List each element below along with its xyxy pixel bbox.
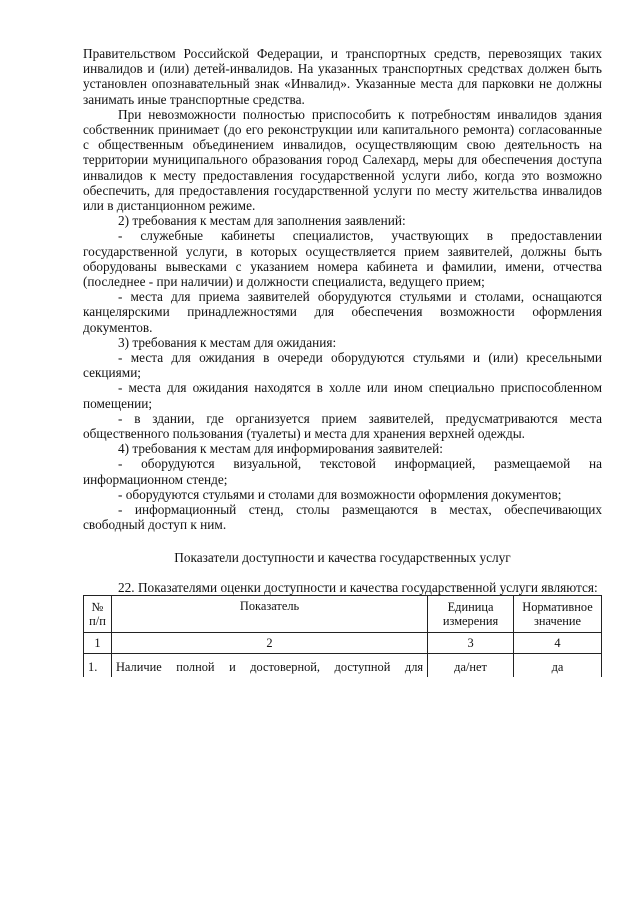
row-indicator: Наличие полной и достоверной, доступной для xyxy=(111,653,427,677)
paragraph: - места для ожидания в очереди оборудуются стульями и (или) кресельными секциями; xyxy=(83,350,602,381)
paragraph: 4) требования к местам для информирования заявителей: xyxy=(118,441,443,457)
document-body xyxy=(83,46,602,533)
header-number: № п/п xyxy=(84,595,112,632)
clause-22 xyxy=(83,580,602,595)
paragraph: Правительством Российской Федерации, и транспортных средств, перевозящих таких инвалидов и (или) детей-инвалидов. На указанных транспортных средствах должен быть установлен опознавательный знак «Инвалид». Указанные места для парковки не должны занимать иные транспортные средства. xyxy=(83,46,602,107)
table-numbering-row xyxy=(84,632,602,653)
paragraph: - места для ожидания находятся в холле или ином специально приспособленном помещении; xyxy=(83,380,602,411)
table-row xyxy=(84,653,602,677)
numbering-cell: 4 xyxy=(514,632,602,653)
numbering-cell: 1 xyxy=(84,632,112,653)
row-unit: да/нет xyxy=(428,653,514,677)
header-unit: Единица измерения xyxy=(428,595,514,632)
row-norm: да xyxy=(514,653,602,677)
paragraph: 2) требования к местам для заполнения заявлений: xyxy=(118,213,406,229)
paragraph: - информационный стенд, столы размещаются в местах, обеспечивающих свободный доступ к ним. xyxy=(83,502,602,533)
numbering-cell: 3 xyxy=(428,632,514,653)
paragraph: - оборудуются стульями и столами для возможности оформления документов; xyxy=(118,486,562,502)
section-title: Показатели доступности и качества государственных услуг xyxy=(174,549,511,565)
table-header-row xyxy=(84,595,602,632)
clause-22-text: 22. Показателями оценки доступности и качества государственной услуги являются: xyxy=(118,579,598,595)
paragraph: - места для приема заявителей оборудуются стульями и столами, оснащаются канцелярскими принадлежностями для обеспечения возможности оформления документов. xyxy=(83,289,602,335)
header-norm: Нормативное значение xyxy=(514,595,602,632)
header-indicator: Показатель xyxy=(111,595,427,632)
paragraph: 3) требования к местам для ожидания: xyxy=(118,334,337,350)
numbering-cell: 2 xyxy=(111,632,427,653)
paragraph: - в здании, где организуется прием заявителей, предусматриваются места общественного пользования (туалеты) и места для хранения верхней одежды. xyxy=(83,410,602,442)
row-number: 1. xyxy=(84,653,112,677)
paragraph: - служебные кабинеты специалистов, участвующих в предоставлении государственной услуги, в которых осуществляется прием заявителей, должны быть оборудованы вывесками с указанием номера кабинета и фамилии, имени, отчества (последнее - при наличии) и должности специалиста, ведущего прием; xyxy=(83,228,602,290)
paragraph: - оборудуются визуальной, текстовой информацией, размещаемой на информационном стенде; xyxy=(83,456,602,487)
paragraph: При невозможности полностью приспособить к потребностям инвалидов здания собственник принимает (до его реконструкции или капитального ремонта) согласованные с общественным объединением инвалидов, осуществляющим свою деятельность на территории муниципального образования город Салехард, меры для обеспечения доступа инвалидов к месту предоставления государственной услуги либо, когда это возможно обеспечить, для предоставления государственной услуги по месту жительства инвалидов или в дистанционном режиме. xyxy=(83,106,602,214)
indicators-table xyxy=(83,595,602,677)
